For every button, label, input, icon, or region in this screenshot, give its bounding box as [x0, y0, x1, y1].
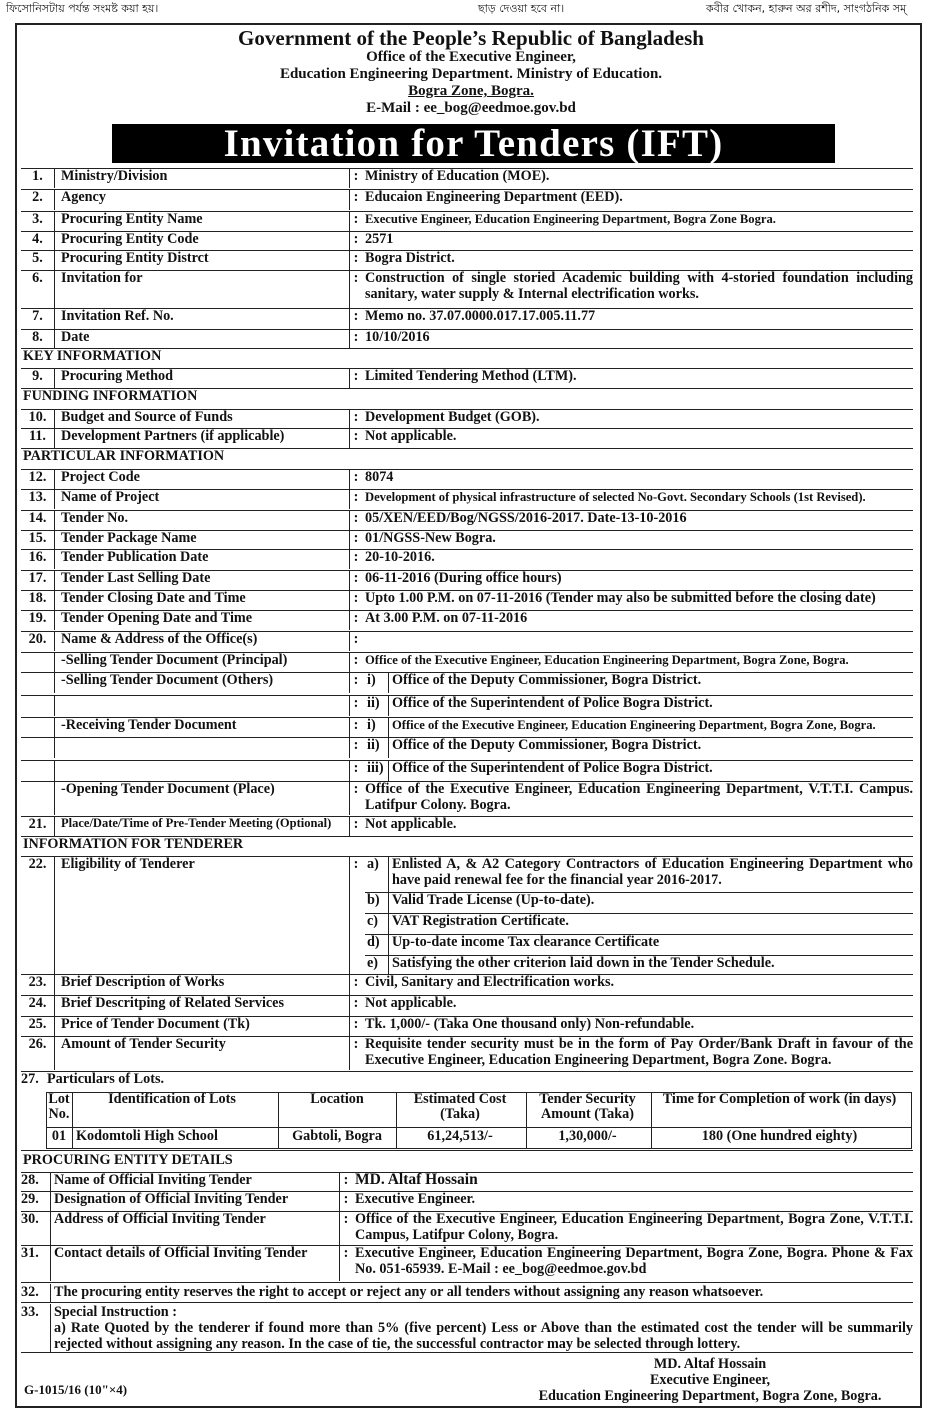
item32-number: 32.	[21, 1284, 51, 1303]
signature-designation: Executive Engineer,	[649, 1372, 771, 1388]
row-rule	[21, 1211, 913, 1212]
row-item-3	[21, 211, 913, 231]
row-item-19	[21, 610, 913, 630]
row-number: 9.	[21, 368, 55, 388]
row-item-13	[21, 489, 913, 509]
row-item-4	[21, 231, 913, 250]
row-value: 05/XEN/EED/Bog/NGSS/2016-2017. Date-13-10-2016	[365, 510, 687, 526]
row-colon: :	[349, 672, 362, 693]
lots-col-rule	[72, 1092, 73, 1149]
row-number: 13.	[21, 489, 55, 509]
row-number: 20.	[21, 631, 55, 651]
row-value: 06-11-2016 (During office hours)	[365, 570, 562, 586]
eligibility-text: Up-to-date income Tax clearance Certificate	[392, 934, 660, 950]
selling-others-1	[21, 672, 913, 693]
eligibility-text: VAT Registration Certificate.	[392, 913, 569, 929]
row-colon: :	[349, 489, 362, 509]
row-colon: :	[349, 631, 362, 651]
selling-others-1-label: -Selling Tender Document (Others)	[61, 672, 274, 688]
row-label: Invitation Ref. No.	[61, 308, 174, 324]
receiving-3	[21, 760, 913, 781]
row-value: Development Budget (GOB).	[365, 409, 540, 425]
row-number: 12.	[21, 469, 55, 489]
header-government: Government of the People’s Republic of Bangladesh	[238, 26, 704, 50]
row-rule	[21, 737, 913, 738]
row-colon: :	[349, 590, 362, 610]
top-strip-left: ফিসোনিসটায় পর্যন্ত সংমষ্ট কয়া হয়।	[6, 2, 159, 15]
section-key: KEY INFORMATION	[23, 348, 162, 364]
row-value: 8074	[365, 469, 394, 485]
entity-number: 30.	[21, 1211, 51, 1245]
row-number-blank	[21, 672, 55, 693]
row-value: Upto 1.00 P.M. on 07-11-2016 (Tender may also be submitted before the closing date)	[365, 590, 876, 606]
row-colon: :	[349, 816, 362, 836]
lots-header-6: Time for Completion of work (in days)	[662, 1091, 897, 1107]
row-number: 25.	[21, 1016, 55, 1036]
row-number: 23.	[21, 974, 55, 995]
row-colon: :	[339, 1172, 352, 1191]
top-strip-right: কবীর খোকন, হারুন অর রশীদ, সাংগঠনিক সম্	[706, 2, 907, 15]
row-number: 21.	[21, 816, 55, 836]
row-colon: :	[349, 549, 362, 569]
row-colon: :	[349, 409, 362, 429]
row-number: 4.	[21, 231, 55, 250]
lots-cell-6: 180 (One hundred eighty)	[701, 1128, 858, 1144]
row-label: Invitation for	[61, 270, 143, 286]
row-colon: :	[349, 250, 362, 270]
row-rule	[21, 610, 913, 611]
row-rule	[21, 168, 913, 169]
eligibility-mark: e)	[365, 955, 389, 974]
row-item-18	[21, 590, 913, 610]
row-number-blank	[21, 717, 55, 738]
row-item-25	[21, 1016, 913, 1036]
row-colon: :	[339, 1245, 352, 1281]
row-rule	[21, 1036, 913, 1037]
item32-text: The procuring entity reserves the right to accept or reject any or all tenders without assigning any reason whatsoever.	[54, 1284, 764, 1300]
lots-cell-3: Gabtoli, Bogra	[292, 1128, 382, 1144]
row-label: Project Code	[61, 469, 140, 485]
row-label: Tender Publication Date	[61, 549, 209, 565]
row-item-10	[21, 409, 913, 429]
row-rule	[21, 409, 913, 410]
row-number: 2.	[21, 189, 55, 210]
row-rule	[21, 510, 913, 511]
row-label: Price of Tender Document (Tk)	[61, 1016, 250, 1032]
row-number: 15.	[21, 530, 55, 550]
row-item-7	[21, 308, 913, 329]
entity-number: 29.	[21, 1191, 51, 1211]
row-value: Tk. 1,000/- (Taka One thousand only) Non-refundable.	[365, 1016, 695, 1032]
row-rule	[21, 270, 913, 271]
row-label: Eligibility of Tenderer	[61, 856, 195, 872]
row-rule	[21, 1302, 913, 1303]
row-item-5	[21, 250, 913, 270]
row-colon: :	[349, 270, 362, 308]
row-rule	[365, 955, 913, 956]
row-colon: :	[349, 308, 362, 329]
row-rule	[21, 250, 913, 251]
row-number: 8.	[21, 329, 55, 349]
signature-name: MD. Altaf Hossain	[653, 1356, 767, 1372]
row-item-26	[21, 1036, 913, 1070]
row-number: 14.	[21, 510, 55, 530]
row-rule	[21, 717, 913, 718]
header-office: Office of the Executive Engineer,	[366, 49, 576, 65]
row-value: Memo no. 37.07.0000.017.17.005.11.77	[365, 308, 596, 324]
entity-label: Name of Official Inviting Tender	[54, 1172, 252, 1188]
eligibility-3	[21, 913, 913, 934]
entity-value: Office of the Executive Engineer, Education Engineering Department, Bogra Zone, V.T.T.I. Campus, Latifpur Colony, Bogra.	[355, 1211, 913, 1243]
row-value: Executive Engineer, Education Engineering Department, Bogra Zone Bogra.	[365, 212, 776, 226]
row-rule	[21, 974, 913, 975]
row-colon: :	[349, 168, 362, 188]
row-value: 2571	[365, 231, 394, 247]
header-email: E-Mail : ee_bog@eedmoe.gov.bd	[366, 100, 576, 116]
row-number: 26.	[21, 1036, 55, 1070]
row-colon: :	[349, 368, 362, 388]
row-rule	[21, 448, 913, 449]
row-number: 3.	[21, 211, 55, 231]
row-label: Place/Date/Time of Pre-Tender Meeting (Optional)	[61, 816, 332, 830]
row-colon: :	[349, 329, 362, 349]
row-rule	[21, 570, 913, 571]
row-value: Requisite tender security must be in the form of Pay Order/Bank Draft in favour of the Executive Engineer, Education Engineering Department, Bogra Zone. Bogra.	[365, 1036, 913, 1068]
lots-title: Particulars of Lots.	[47, 1071, 165, 1087]
eligibility-2	[21, 892, 913, 913]
row-rule	[21, 348, 913, 349]
entity-row-2	[21, 1191, 913, 1211]
entity-value: Executive Engineer.	[355, 1191, 476, 1207]
row-rule	[21, 549, 913, 550]
row-colon: :	[349, 995, 362, 1016]
row-label: Tender Opening Date and Time	[61, 610, 253, 626]
eligibility-text: Valid Trade License (Up-to-date).	[392, 892, 595, 908]
row-rule	[21, 836, 913, 837]
row-rule	[21, 672, 913, 673]
eligibility-1	[21, 856, 913, 892]
selling-principal-value: Office of the Executive Engineer, Education Engineering Department, Bogra Zone, Bogra.	[365, 653, 849, 667]
row-item-17	[21, 570, 913, 590]
row-colon: :	[349, 652, 362, 673]
header-department: Education Engineering Department. Ministry of Education.	[279, 66, 663, 82]
row-number: 5.	[21, 250, 55, 270]
row-value: Educaion Engineering Department (EED).	[365, 189, 623, 205]
row-item-1	[21, 168, 913, 188]
row-colon: :	[349, 510, 362, 530]
opening-label: -Opening Tender Document (Place)	[61, 781, 275, 797]
row-label: Tender No.	[61, 510, 129, 526]
lots-col-rule	[526, 1092, 527, 1149]
row-rule	[21, 388, 913, 389]
entity-label: Designation of Official Inviting Tender	[54, 1191, 289, 1207]
row-label: Tender Last Selling Date	[61, 570, 211, 586]
ift-banner: Invitation for Tenders (IFT)	[112, 124, 835, 163]
eligibility-text: Satisfying the other criterion laid down in the Tender Schedule.	[392, 955, 775, 971]
entity-number: 31.	[21, 1245, 51, 1281]
row-rule	[21, 368, 913, 369]
row-label: Procuring Entity Code	[61, 231, 199, 247]
receiving-1-label: -Receiving Tender Document	[61, 717, 237, 733]
row-label: Budget and Source of Funds	[61, 409, 233, 425]
row-colon: :	[349, 231, 362, 250]
row-colon: :	[349, 781, 362, 815]
row-rule	[21, 1150, 913, 1151]
row-number-blank	[21, 695, 55, 716]
row-number: 16.	[21, 549, 55, 569]
row-label: Procuring Entity Distrct	[61, 250, 209, 266]
eligibility-mark: b)	[365, 892, 389, 913]
row-rule	[21, 489, 913, 490]
item33-text: a) Rate Quoted by the tenderer if found more than 5% (five percent) Less or Above than the estimated cost the tender will be summarily rejected without assigning any reason. In the case of tie, the successful contractor may be selected through lottery.	[54, 1320, 913, 1352]
row-item-2	[21, 189, 913, 210]
sub-mark: iii)	[365, 760, 389, 781]
entity-label: Address of Official Inviting Tender	[54, 1211, 266, 1227]
row-item-23	[21, 974, 913, 995]
entity-row-4	[21, 1245, 913, 1281]
row-number: 17.	[21, 570, 55, 590]
sub-mark: i)	[365, 672, 389, 693]
lots-cell-4: 61,24,513/-	[427, 1128, 493, 1144]
sub-mark: ii)	[365, 695, 389, 716]
entity-value: Executive Engineer, Education Engineering Department, Bogra Zone, Bogra. Phone & Fax No. 051-65939. E-Mail : ee_bog@eedmoe.gov.bd	[355, 1245, 913, 1277]
row-number: 24.	[21, 995, 55, 1016]
selling-others-2-value: Office of the Superintendent of Police Bogra District.	[392, 695, 713, 711]
row-colon: :	[349, 189, 362, 210]
row-colon: :	[349, 717, 362, 738]
lots-header-1: Lot No.	[48, 1091, 70, 1122]
row-rule	[21, 428, 913, 429]
row-label: Date	[61, 329, 90, 345]
row-item-8	[21, 329, 913, 349]
row-item-11	[21, 428, 913, 448]
row-rule	[21, 816, 913, 817]
row-number: 19.	[21, 610, 55, 630]
row-colon: :	[349, 974, 362, 995]
row-rule	[21, 1191, 913, 1192]
row-colon: :	[349, 1016, 362, 1036]
lots-col-rule	[278, 1092, 279, 1149]
row-rule	[21, 1172, 913, 1173]
row-colon: :	[349, 428, 362, 448]
row-rule	[365, 934, 913, 935]
row-rule	[365, 892, 913, 893]
sub-mark: ii)	[365, 737, 389, 758]
row-colon: :	[349, 856, 362, 974]
receiving-3-value: Office of the Superintendent of Police Bogra District.	[392, 760, 713, 776]
row-colon: :	[349, 570, 362, 590]
lots-cell-5: 1,30,000/-	[558, 1128, 617, 1144]
row-item-12	[21, 469, 913, 489]
row-rule	[21, 631, 913, 632]
row-number-blank	[21, 760, 55, 781]
row-label: Procuring Method	[61, 368, 174, 384]
row-rule	[21, 1352, 913, 1353]
row-value: 20-10-2016.	[365, 549, 435, 565]
lots-cell-2: Kodomtoli High School	[76, 1128, 218, 1144]
row-number: 22.	[21, 856, 55, 974]
row-label: Agency	[61, 189, 106, 205]
row-number: 1.	[21, 168, 55, 188]
row-label: Amount of Tender Security	[61, 1036, 226, 1052]
row-item-24	[21, 995, 913, 1016]
row-number-blank	[21, 737, 55, 758]
lots-header-3: Location	[310, 1091, 364, 1107]
lots-header-4: Estimated Cost (Taka)	[413, 1091, 507, 1122]
row-rule	[21, 469, 913, 470]
row-value: 10/10/2016	[365, 329, 430, 345]
row-colon: :	[339, 1211, 352, 1245]
row-rule	[21, 781, 913, 782]
receiving-1	[21, 717, 913, 738]
row-value: Development of physical infrastructure of selected No-Govt. Secondary Schools (1st Revised).	[365, 490, 866, 504]
entity-number: 28.	[21, 1172, 51, 1191]
section-particular: PARTICULAR INFORMATION	[23, 448, 225, 464]
signature-office: Education Engineering Department, Bogra Zone, Bogra.	[538, 1388, 882, 1404]
row-colon: :	[349, 530, 362, 550]
row-value: Construction of single storied Academic building with 4-storied foundation including sanitary, water supply & Internal electrification works.	[365, 270, 913, 302]
row-value: At 3.00 P.M. on 07-11-2016	[365, 610, 528, 626]
receiving-1-value: Office of the Executive Engineer, Education Engineering Department, Bogra Zone, Bogra.	[392, 718, 876, 732]
selling-principal-label: -Selling Tender Document (Principal)	[61, 652, 288, 668]
eligibility-mark: a)	[365, 856, 389, 892]
row-label: Brief Descritping of Related Services	[61, 995, 284, 1011]
row-rule	[21, 995, 913, 996]
row-label: Brief Description of Works	[61, 974, 225, 990]
row-rule	[21, 1016, 913, 1017]
entity-row-3	[21, 1211, 913, 1245]
lots-col-rule	[396, 1092, 397, 1149]
row-rule	[21, 760, 913, 761]
row-rule	[21, 189, 913, 190]
item-32	[21, 1284, 913, 1303]
row-item-6	[21, 270, 913, 308]
row-value: 01/NGSS-New Bogra.	[365, 530, 496, 546]
row-colon: :	[349, 737, 362, 758]
lots-grid	[46, 1092, 912, 1149]
row-label: Procuring Entity Name	[61, 211, 203, 227]
section-funding: FUNDING INFORMATION	[23, 388, 198, 404]
row-number: 6.	[21, 270, 55, 308]
row-colon: :	[339, 1191, 352, 1211]
row-number: 10.	[21, 409, 55, 429]
row-label: Tender Closing Date and Time	[61, 590, 246, 606]
row-item-16	[21, 549, 913, 569]
row-value: Not applicable.	[365, 428, 457, 444]
lots-col-rule	[651, 1092, 652, 1149]
lots-header-5: Tender Security Amount (Taka)	[539, 1091, 636, 1122]
row-number: 18.	[21, 590, 55, 610]
lots-number: 27.	[21, 1071, 39, 1087]
row-rule	[21, 211, 913, 212]
row-rule	[21, 231, 913, 232]
row-value: Not applicable.	[365, 995, 457, 1011]
lots-cell-1: 01	[51, 1128, 67, 1144]
section-procuring: PROCURING ENTITY DETAILS	[23, 1152, 233, 1168]
row-colon: :	[349, 469, 362, 489]
row-value: Limited Tendering Method (LTM).	[365, 368, 577, 384]
eligibility-5	[21, 955, 913, 974]
header-zone: Bogra Zone, Bogra.	[408, 83, 534, 99]
entity-row-1	[21, 1172, 913, 1191]
selling-others-2	[21, 695, 913, 716]
row-rule	[21, 329, 913, 330]
row-value: Not applicable.	[365, 816, 457, 832]
eligibility-4	[21, 934, 913, 955]
sub-mark: i)	[365, 717, 389, 738]
row-colon: :	[349, 760, 362, 781]
receiving-2-value: Office of the Deputy Commissioner, Bogra District.	[392, 737, 702, 753]
row-colon: :	[349, 610, 362, 630]
row-number: 11.	[21, 428, 55, 448]
section-tenderer: INFORMATION FOR TENDERER	[23, 836, 244, 852]
eligibility-text: Enlisted A, & A2 Category Contractors of Education Engineering Department who have paid renewal fee for the financial year 2016-2017.	[392, 856, 913, 888]
row-rule	[21, 308, 913, 309]
row-rule	[21, 590, 913, 591]
top-strip	[0, 0, 942, 16]
lots-header-2: Identification of Lots	[108, 1091, 236, 1107]
entity-value: MD. Altaf Hossain	[355, 1171, 478, 1188]
row-item-21	[21, 816, 913, 836]
row-item-15	[21, 530, 913, 550]
row-colon: :	[349, 695, 362, 716]
selling-others-1-value: Office of the Deputy Commissioner, Bogra District.	[392, 672, 702, 688]
row-number-blank	[21, 652, 55, 673]
row-number-blank	[21, 781, 55, 815]
row-rule	[21, 652, 913, 653]
receiving-2	[21, 737, 913, 758]
lots-rule	[46, 1127, 912, 1128]
row-rule	[365, 913, 913, 914]
row-rule	[21, 695, 913, 696]
row-rule	[21, 1282, 913, 1283]
row-value: Ministry of Education (MOE).	[365, 168, 550, 184]
eligibility-mark: c)	[365, 913, 389, 934]
selling-principal	[21, 652, 913, 673]
row-number: 7.	[21, 308, 55, 329]
row-item-9	[21, 368, 913, 388]
top-strip-middle: ছাড় দেওয়া হবে না।	[478, 2, 565, 15]
row-item-20	[21, 631, 913, 651]
item33-number: 33.	[21, 1304, 51, 1352]
row-value: Bogra District.	[365, 250, 455, 266]
row-label: Ministry/Division	[61, 168, 168, 184]
row-colon: :	[349, 1036, 362, 1070]
row-label: Tender Package Name	[61, 530, 197, 546]
row-rule	[21, 1245, 913, 1246]
entity-label: Contact details of Official Inviting Tender	[54, 1245, 308, 1261]
row-item-14	[21, 510, 913, 530]
row-label: Name of Project	[61, 489, 160, 505]
row-value: Civil, Sanitary and Electrification works.	[365, 974, 615, 990]
item-33	[21, 1304, 913, 1352]
row-label: Name & Address of the Office(s)	[61, 631, 258, 647]
eligibility-mark: d)	[365, 934, 389, 955]
gazette-number: G-1015/16 (10"×4)	[24, 1382, 128, 1397]
row-label: Development Partners (if applicable)	[61, 428, 285, 444]
item33-title: Special Instruction :	[54, 1304, 177, 1320]
opening-tender	[21, 781, 913, 815]
row-rule	[21, 530, 913, 531]
row-colon: :	[349, 211, 362, 231]
opening-value: Office of the Executive Engineer, Education Engineering Department, V.T.T.I. Campus. Latifpur Colony. Bogra.	[365, 781, 913, 813]
